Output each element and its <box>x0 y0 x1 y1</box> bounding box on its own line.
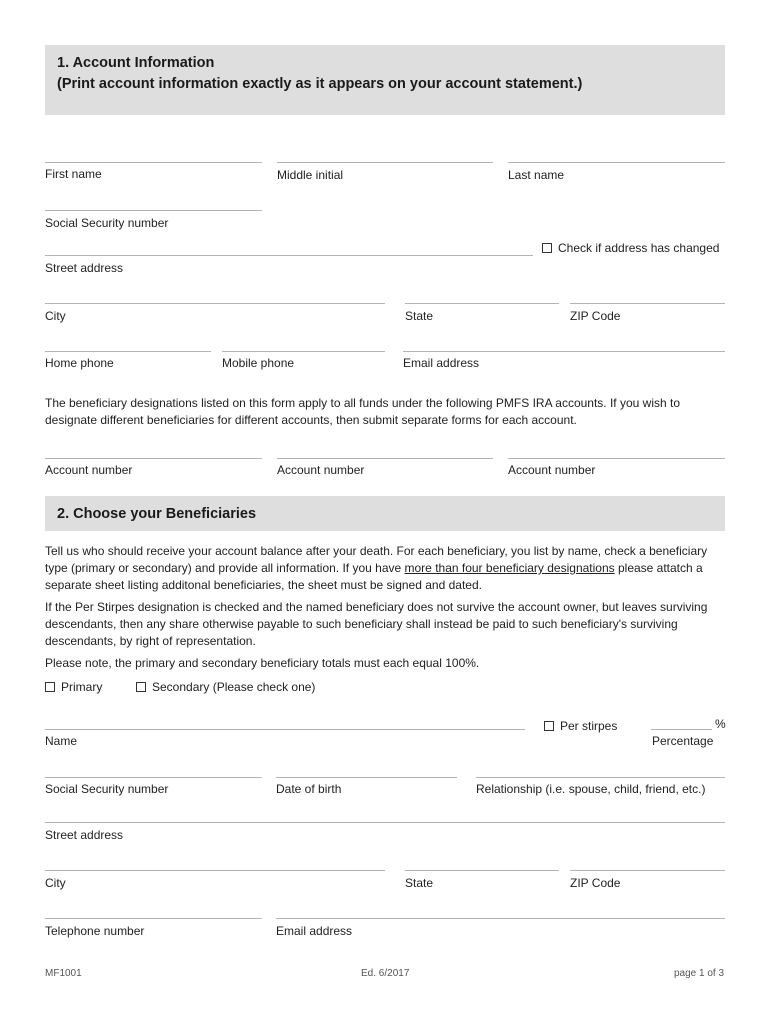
section1-subtitle: (Print account information exactly as it appears on your account statement.) <box>57 76 583 92</box>
street-address-label: Street address <box>45 261 124 275</box>
instructions-paragraph-2: If the Per Stirpes designation is checked and the named beneficiary does not survive the account owner, but leaves surviving descendants, then any share otherwise payable to such beneficiary shall instead be paid to such beneficiary's surviving descendants, by right of representation. <box>45 600 708 648</box>
section2-title: 2. Choose your Beneficiaries <box>57 506 257 522</box>
beneficiary-name-label: Name <box>45 734 78 748</box>
per-stirpes-checkbox[interactable] <box>544 721 554 731</box>
beneficiary-street-label: Street address <box>45 828 124 842</box>
state-label: State <box>405 309 434 323</box>
middle-initial-label: Middle initial <box>277 168 344 182</box>
address-changed-label: Check if address has changed <box>558 241 720 255</box>
instructions-paragraph-3: Please note, the primary and secondary beneficiary totals must each equal 100%. <box>45 656 480 670</box>
account-number-label-2: Account number <box>277 463 365 477</box>
secondary-label: Secondary (Please check one) <box>152 680 316 694</box>
primary-option <box>45 680 102 694</box>
secondary-checkbox[interactable] <box>136 682 146 692</box>
percent-sign: % <box>715 717 726 731</box>
first-name-label: First name <box>45 167 102 181</box>
section2-header <box>45 496 725 531</box>
per-stirpes-label: Per stirpes <box>560 719 618 733</box>
home-phone-label: Home phone <box>45 356 114 370</box>
zip-label: ZIP Code <box>570 309 621 323</box>
account-number-field-3[interactable] <box>508 458 725 459</box>
state-field[interactable] <box>405 303 559 304</box>
beneficiary-ssn-field[interactable] <box>45 777 262 778</box>
city-field[interactable] <box>45 303 385 304</box>
email-field[interactable] <box>403 351 725 352</box>
primary-label: Primary <box>61 680 103 694</box>
beneficiary-relationship-label: Relationship (i.e. spouse, child, friend, etc.) <box>476 782 706 796</box>
per-stirpes-option <box>544 719 617 733</box>
edition: Ed. 6/2017 <box>361 968 410 979</box>
beneficiary-instructions <box>45 543 730 677</box>
beneficiary-dob-label: Date of birth <box>276 782 342 796</box>
beneficiary-ssn-label: Social Security number <box>45 782 169 796</box>
account-number-field-1[interactable] <box>45 458 262 459</box>
home-phone-field[interactable] <box>45 351 211 352</box>
mobile-phone-label: Mobile phone <box>222 356 295 370</box>
zip-field[interactable] <box>570 303 725 304</box>
secondary-option <box>136 680 315 694</box>
account-number-field-2[interactable] <box>277 458 493 459</box>
accounts-note: The beneficiary designations listed on this form apply to all funds under the following PMFS IRA accounts. If you wish to designate different beneficiaries for different accounts, then submit separate forms for each account. <box>45 396 680 427</box>
address-changed-checkbox[interactable] <box>542 243 552 253</box>
beneficiary-street-field[interactable] <box>45 822 725 823</box>
percentage-label: Percentage <box>652 734 714 748</box>
page-number: page 1 of 3 <box>674 968 725 979</box>
beneficiary-email-label: Email address <box>276 924 353 938</box>
section1-header <box>45 45 725 115</box>
percentage-field[interactable] <box>651 729 712 730</box>
account-number-label-1: Account number <box>45 463 133 477</box>
account-number-label-3: Account number <box>508 463 596 477</box>
beneficiary-state-field[interactable] <box>405 870 559 871</box>
ssn-label: Social Security number <box>45 216 169 230</box>
beneficiary-city-field[interactable] <box>45 870 385 871</box>
mobile-phone-field[interactable] <box>222 351 385 352</box>
beneficiary-zip-field[interactable] <box>570 870 725 871</box>
beneficiary-relationship-field[interactable] <box>476 777 725 778</box>
primary-checkbox[interactable] <box>45 682 55 692</box>
beneficiary-telephone-label: Telephone number <box>45 924 145 938</box>
section1-title: 1. Account Information <box>57 55 215 71</box>
first-name-field[interactable] <box>45 162 262 163</box>
beneficiary-city-label: City <box>45 876 66 890</box>
beneficiary-dob-field[interactable] <box>276 777 457 778</box>
beneficiary-email-field[interactable] <box>276 918 725 919</box>
instructions-paragraph-1: Tell us who should receive your account balance after your death. For each beneficiary, you list by name, check a beneficiary type (primary or secondary) and provide all information. If you have more than four beneficiary designations please attatch a separate sheet listing additonal beneficiaries, the sheet must be signed and dated. <box>45 544 708 592</box>
last-name-label: Last name <box>508 168 565 182</box>
street-address-field[interactable] <box>45 255 533 256</box>
ssn-field[interactable] <box>45 210 262 211</box>
middle-initial-field[interactable] <box>277 162 493 163</box>
beneficiary-zip-label: ZIP Code <box>570 876 621 890</box>
beneficiary-name-field[interactable] <box>45 729 525 730</box>
beneficiary-telephone-field[interactable] <box>45 918 262 919</box>
email-label: Email address <box>403 356 480 370</box>
form-id: MF1001 <box>45 968 82 979</box>
beneficiary-state-label: State <box>405 876 434 890</box>
city-label: City <box>45 309 66 323</box>
more-beneficiaries-link: more than four beneficiary designations <box>404 561 615 575</box>
address-changed-option <box>542 241 719 255</box>
last-name-field[interactable] <box>508 162 725 163</box>
